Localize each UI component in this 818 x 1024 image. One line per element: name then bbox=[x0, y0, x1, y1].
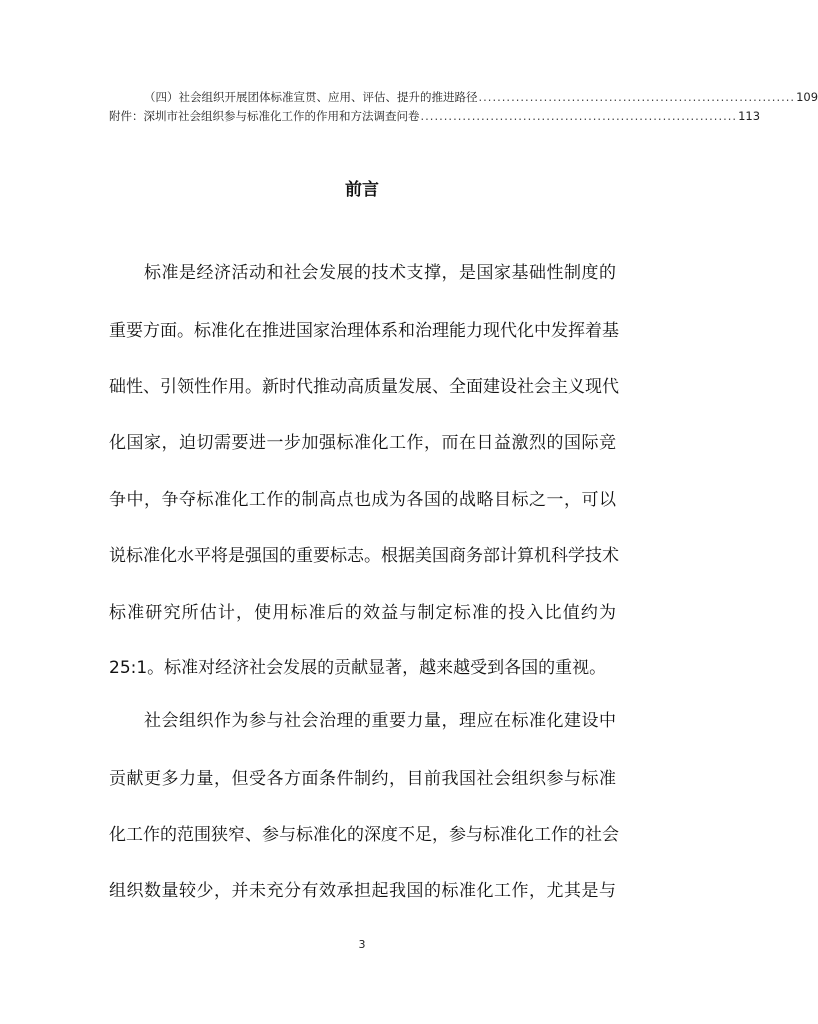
paragraph-line: 说标准化水平将是强国的重要标志。根据美国商务部计算机科学技术 bbox=[109, 546, 619, 566]
paragraph-line: 组织数量较少，并未充分有效承担起我国的标准化工作，尤其是与 bbox=[109, 881, 616, 901]
toc-leader-dots: .................................................................... bbox=[478, 90, 796, 104]
paragraph-line: 贡献更多力量，但受各方面条件制约，目前我国社会组织参与标准 bbox=[109, 769, 616, 789]
toc-entry-label: （四）社会组织开展团体标准宣贯、应用、评估、提升的推进路径 bbox=[144, 90, 478, 104]
paragraph-line: 标准研究所估计，使用标准后的效益与制定标准的投入比值约为 bbox=[109, 603, 616, 623]
paragraph-line: 础性、引领性作用。新时代推动高质量发展、全面建设社会主义现代 bbox=[109, 377, 619, 397]
paragraph-line: 重要方面。标准化在推进国家治理体系和治理能力现代化中发挥着基 bbox=[109, 321, 619, 341]
toc-entry-page: 113 bbox=[738, 109, 761, 123]
paragraph-line: 化国家，迫切需要进一步加强标准化工作，而在日益激烈的国际竞 bbox=[109, 433, 616, 453]
toc-entry[interactable] bbox=[109, 108, 761, 124]
paragraph-line: 化工作的范围狭窄、参与标准化的深度不足，参与标准化工作的社会 bbox=[109, 825, 619, 845]
toc-entry[interactable] bbox=[144, 89, 818, 105]
toc-entry-label: 附件：深圳市社会组织参与标准化工作的作用和方法调查问卷 bbox=[109, 109, 420, 123]
paragraph-line: 社会组织作为参与社会治理的重要力量，理应在标准化建设中 bbox=[144, 711, 616, 731]
toc-entry-page: 109 bbox=[796, 90, 818, 104]
section-heading: 前言 bbox=[345, 180, 379, 200]
page-number: 3 bbox=[358, 938, 366, 951]
paragraph-line: 标准是经济活动和社会发展的技术支撑，是国家基础性制度的 bbox=[144, 263, 616, 283]
toc-leader-dots: .................................................................... bbox=[420, 109, 738, 123]
paragraph-line: 争中，争夺标准化工作的制高点也成为各国的战略目标之一，可以 bbox=[109, 490, 616, 510]
paragraph-line: 25:1。标准对经济社会发展的贡献显著，越来越受到各国的重视。 bbox=[109, 658, 607, 678]
